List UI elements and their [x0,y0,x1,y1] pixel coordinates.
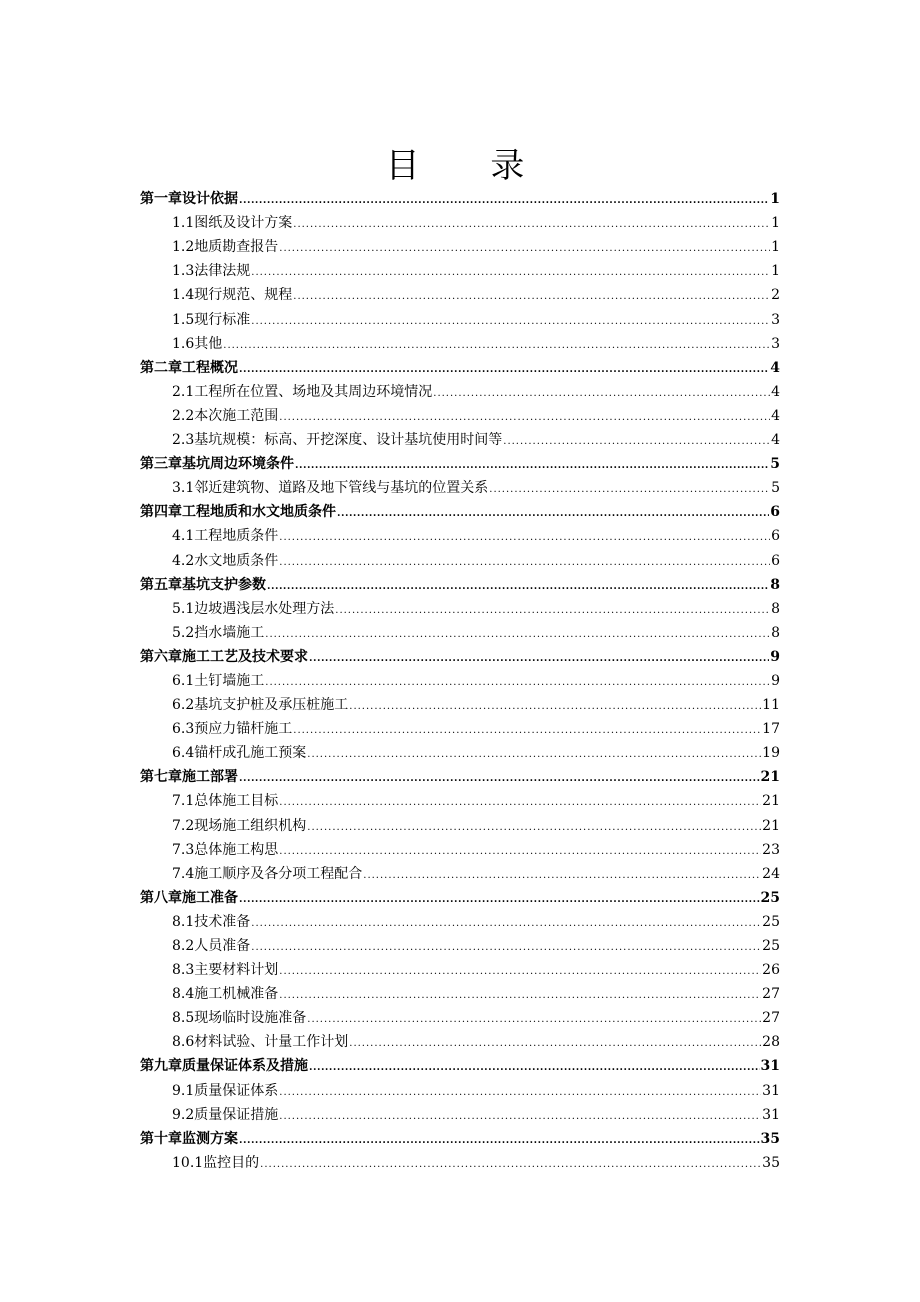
toc-entry-number: 8.1 [172,913,195,930]
toc-entry-page-number: 4 [770,359,780,376]
toc-entry-title: 现场临时设施准备 [194,1010,307,1027]
toc-entry-page-number: 4 [771,432,780,449]
dot-leader [293,218,770,232]
toc-entry-number: 8.2 [172,938,195,954]
toc-entry-number: 1.2 [172,239,195,256]
toc-section-entry[interactable] [140,521,780,545]
toc-section-entry[interactable] [140,931,780,955]
toc-entry-title: 施工部署 [182,769,238,786]
toc-entry-title: 基坑规模：标高、开挖深度、设计基坑使用时间等 [194,432,503,449]
toc-entry-page-number: 21 [762,793,780,810]
toc-entry-number: 第六章 [140,648,182,665]
toc-entry-page-number: 4 [771,407,780,424]
toc-entry-number: 7.3 [172,841,195,858]
toc-entry-number: 1.5 [172,311,195,328]
toc-entry-page-number: 9 [770,648,780,665]
toc-entry-page-number: 5 [771,480,780,497]
toc-entry-page-number: 8 [770,576,780,593]
toc-entry-title: 挡水墙施工 [194,624,265,641]
toc-entry-number: 第八章 [140,889,182,906]
dot-leader [349,1037,761,1051]
toc-entry-page-number: 6 [771,528,780,545]
toc-section-entry[interactable] [140,329,780,353]
toc-section-entry[interactable] [140,1027,780,1051]
toc-entry-title: 工程概况 [182,359,238,376]
toc-entry-title: 人员准备 [194,938,251,954]
toc-entry-title: 质量保证体系 [194,1082,279,1099]
toc-entry-page-number: 4 [771,383,780,400]
dot-leader [279,531,770,545]
toc-chapter-entry[interactable] [140,1051,780,1075]
toc-section-entry[interactable] [140,208,780,232]
toc-entry-page-number: 23 [762,841,780,858]
toc-chapter-entry[interactable] [140,184,780,208]
dot-leader [239,893,760,907]
toc-section-entry[interactable] [140,666,780,690]
toc-entry-number: 第一章 [140,191,182,208]
dot-leader [307,748,761,762]
toc-entry-page-number: 28 [762,1034,780,1051]
toc-section-entry[interactable] [140,232,780,256]
toc-entry-title: 地质勘查报告 [194,239,279,256]
toc-section-entry[interactable] [140,1075,780,1099]
toc-section-entry[interactable] [140,810,780,834]
toc-entry-page-number: 35 [760,1130,780,1147]
dot-leader [489,483,770,497]
dot-leader [251,941,761,955]
toc-entry-title: 施工准备 [182,889,238,906]
toc-entry-title: 工程地质和水文地质条件 [182,504,336,521]
toc-list [140,184,780,1172]
toc-section-entry[interactable] [140,304,780,328]
toc-entry-title: 土钉墙施工 [194,672,265,689]
toc-entry-title: 基坑支护参数 [182,576,266,593]
toc-entry-page-number: 26 [762,962,780,979]
toc-section-entry[interactable] [140,690,780,714]
toc-entry-number: 第五章 [140,576,182,593]
dot-leader [279,411,770,425]
toc-entry-page-number: 1 [771,239,780,256]
dot-leader [309,1061,760,1075]
toc-entry-page-number: 8 [771,624,780,641]
dot-leader [279,1110,761,1124]
toc-entry-number: 5.1 [172,600,195,617]
toc-entry-number: 5.2 [172,624,195,641]
toc-entry-page-number: 35 [762,1154,780,1171]
toc-section-entry[interactable] [140,955,780,979]
toc-section-entry[interactable] [140,473,780,497]
dot-leader [279,965,761,979]
dot-leader [279,1086,761,1100]
toc-entry-number: 8.5 [172,1010,195,1027]
toc-entry-page-number: 6 [770,504,780,521]
toc-section-entry[interactable] [140,425,780,449]
dot-leader [267,580,769,594]
dot-leader [503,435,770,449]
toc-entry-number: 8.6 [172,1034,195,1051]
toc-entry-page-number: 1 [770,191,780,208]
toc-entry-title: 技术准备 [194,913,251,930]
dot-leader [279,556,770,570]
toc-chapter-entry[interactable] [140,883,780,907]
toc-entry-title: 水文地质条件 [194,552,279,569]
toc-section-entry[interactable] [140,859,780,883]
toc-entry-page-number: 1 [771,263,780,280]
toc-chapter-entry[interactable] [140,642,780,666]
toc-entry-number: 10.1 [172,1154,204,1171]
toc-section-entry[interactable] [140,1148,780,1172]
toc-section-entry[interactable] [140,907,780,931]
toc-entry-number: 7.4 [172,865,195,882]
toc-entry-title: 施工机械准备 [194,986,279,1003]
toc-entry-number: 2.3 [172,432,195,449]
toc-entry-title: 工程所在位置、场地及其周边环境情况 [194,383,433,400]
toc-section-entry[interactable] [140,618,780,642]
toc-entry-number: 9.2 [172,1106,195,1123]
toc-section-entry[interactable] [140,835,780,859]
toc-entry-title: 预应力锚杆施工 [194,721,293,738]
toc-entry-page-number: 25 [762,913,780,930]
dot-leader [223,339,770,353]
toc-entry-title: 边坡遇浅层水处理方法 [194,600,335,617]
toc-entry-number: 1.3 [172,263,195,280]
toc-entry-title: 法律法规 [194,263,251,280]
toc-entry-title: 图纸及设计方案 [194,215,293,232]
toc-entry-number: 7.2 [172,817,195,834]
toc-entry-page-number: 1 [771,215,780,232]
dot-leader [363,869,761,883]
toc-entry-page-number: 19 [762,745,780,762]
toc-chapter-entry[interactable] [140,497,780,521]
dot-leader [307,1013,761,1027]
toc-entry-title: 基坑支护桩及承压桩施工 [194,697,349,714]
toc-section-entry[interactable] [140,401,780,425]
toc-section-entry[interactable] [140,1003,780,1027]
dot-leader [251,266,770,280]
toc-entry-number: 9.1 [172,1082,195,1099]
toc-entry-number: 2.2 [172,407,195,424]
toc-section-entry[interactable] [140,738,780,762]
toc-entry-number: 6.2 [172,697,195,714]
toc-entry-number: 第二章 [140,359,182,376]
dot-leader [251,315,770,329]
toc-entry-title: 邻近建筑物、道路及地下管线与基坑的位置关系 [194,480,489,497]
toc-section-entry[interactable] [140,714,780,738]
toc-entry-title: 本次施工范围 [194,407,279,424]
toc-entry-number: 8.3 [172,962,195,979]
toc-entry-page-number: 31 [762,1106,780,1123]
dot-leader [279,796,761,810]
toc-entry-number: 6.1 [172,672,195,689]
toc-chapter-entry[interactable] [140,570,780,594]
toc-entry-page-number: 11 [762,697,780,714]
toc-entry-title: 质量保证体系及措施 [182,1058,308,1075]
dot-leader [265,628,770,642]
toc-entry-title: 工程地质条件 [194,528,279,545]
dot-leader [265,676,770,690]
toc-entry-title: 设计依据 [182,191,238,208]
toc-entry-page-number: 9 [771,672,780,689]
dot-leader [279,989,761,1003]
toc-chapter-entry[interactable] [140,762,780,786]
toc-section-entry[interactable] [140,545,780,569]
toc-entry-title: 锚杆成孔施工预案 [194,745,307,762]
toc-section-entry[interactable] [140,979,780,1003]
toc-entry-page-number: 6 [771,552,780,569]
toc-entry-number: 7.1 [172,793,195,810]
toc-entry-number: 第七章 [140,769,182,786]
dot-leader [279,242,770,256]
toc-entry-title: 现行规范、规程 [194,287,293,304]
dot-leader [279,845,761,859]
dot-leader [293,290,770,304]
toc-entry-page-number: 3 [771,311,780,328]
toc-entry-title: 总体施工构思 [194,841,279,858]
toc-entry-number: 3.1 [172,480,195,497]
toc-chapter-entry[interactable] [140,449,780,473]
toc-entry-number: 1.4 [172,287,195,304]
toc-chapter-entry[interactable] [140,353,780,377]
toc-section-entry[interactable] [140,377,780,401]
toc-section-entry[interactable] [140,1100,780,1124]
dot-leader [239,363,769,377]
toc-entry-page-number: 17 [762,721,780,738]
toc-entry-title: 监控目的 [203,1154,260,1171]
toc-entry-title: 基坑周边环境条件 [182,456,294,473]
toc-entry-number: 第九章 [140,1058,182,1075]
toc-entry-title: 施工顺序及各分项工程配合 [194,865,363,882]
toc-entry-page-number: 3 [771,335,780,352]
toc-entry-title: 其他 [194,335,223,352]
toc-entry-number: 第四章 [140,504,182,521]
toc-entry-page-number: 27 [762,986,780,1003]
dot-leader [433,387,770,401]
dot-leader [239,1134,760,1148]
toc-section-entry[interactable] [140,280,780,304]
dot-leader [309,652,769,666]
toc-entry-number: 8.4 [172,986,195,1003]
toc-entry-number: 6.4 [172,745,195,762]
toc-entry-title: 主要材料计划 [194,962,279,979]
dot-leader [335,604,770,618]
toc-entry-page-number: 31 [762,1082,780,1099]
toc-entry-page-number: 25 [760,889,780,906]
toc-chapter-entry[interactable] [140,1124,780,1148]
toc-entry-page-number: 2 [771,287,780,304]
dot-leader [239,772,760,786]
toc-entry-number: 2.1 [172,383,195,400]
toc-entry-title: 材料试验、计量工作计划 [194,1034,349,1051]
toc-section-entry[interactable] [140,594,780,618]
toc-entry-title: 现场施工组织机构 [194,817,307,834]
toc-entry-title: 监测方案 [182,1130,238,1147]
toc-entry-title: 质量保证措施 [194,1106,279,1123]
toc-entry-page-number: 21 [762,817,780,834]
dot-leader [260,1158,761,1172]
toc-entry-page-number: 31 [760,1058,780,1075]
toc-entry-title: 总体施工目标 [194,793,279,810]
dot-leader [349,700,761,714]
dot-leader [251,917,761,931]
dot-leader [337,507,769,521]
toc-entry-page-number: 24 [762,865,780,882]
toc-entry-number: 4.1 [172,528,195,545]
toc-entry-number: 第三章 [140,456,182,473]
dot-leader [295,459,769,473]
toc-entry-number: 6.3 [172,721,195,738]
toc-entry-title: 施工工艺及技术要求 [182,648,308,665]
page-title: 目 录 [385,146,555,186]
toc-section-entry[interactable] [140,786,780,810]
toc-entry-page-number: 27 [762,1010,780,1027]
toc-entry-number: 1.6 [172,335,195,352]
toc-entry-page-number: 8 [771,600,780,617]
dot-leader [293,724,761,738]
toc-entry-title: 现行标准 [194,311,251,328]
toc-entry-page-number: 25 [762,938,780,954]
toc-section-entry[interactable] [140,256,780,280]
toc-entry-page-number: 21 [760,769,780,786]
toc-entry-number: 第十章 [140,1130,182,1147]
dot-leader [307,821,761,835]
toc-entry-number: 1.1 [172,215,195,232]
dot-leader [239,194,769,208]
toc-entry-number: 4.2 [172,552,195,569]
toc-entry-page-number: 5 [770,456,780,473]
